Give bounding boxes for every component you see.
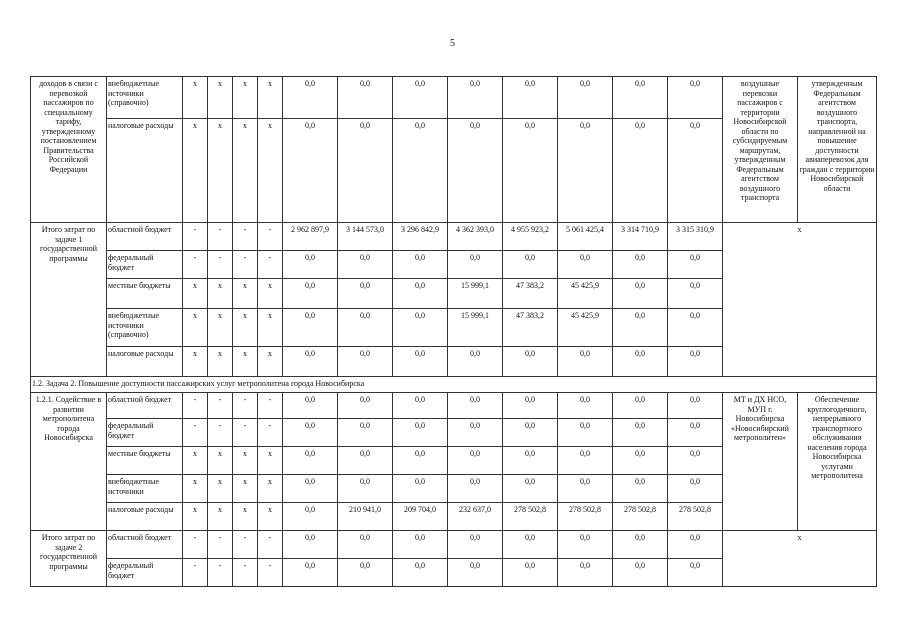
value-cell: 0,0	[558, 251, 613, 279]
table-row	[31, 77, 877, 119]
value-cell: 278 502,8	[613, 503, 668, 531]
value-cell: 0,0	[668, 531, 723, 559]
value-cell: 0,0	[393, 251, 448, 279]
value-cell: 0,0	[448, 77, 503, 119]
value-cell: 0,0	[613, 77, 668, 119]
mark-cell: -	[208, 559, 233, 587]
value-cell: 0,0	[283, 559, 338, 587]
value-cell: 0,0	[613, 475, 668, 503]
result-cell: утвержденным Федеральным агентством воздушного транспорта, направленной на повышение доступности авиаперевозок для граждан с территории Новосибирской области	[798, 77, 877, 223]
mark-cell: x	[233, 475, 258, 503]
mark-cell: -	[233, 419, 258, 447]
value-cell: 3 296 842,9	[393, 223, 448, 251]
value-cell: 0,0	[338, 251, 393, 279]
funding-source: федеральный бюджет	[107, 251, 183, 279]
table-row	[31, 223, 877, 251]
value-cell: 209 704,0	[393, 503, 448, 531]
value-cell: 0,0	[393, 419, 448, 447]
value-cell: 0,0	[558, 531, 613, 559]
value-cell: 0,0	[558, 475, 613, 503]
value-cell: 0,0	[448, 347, 503, 377]
mark-cell: x	[183, 119, 208, 223]
value-cell: 0,0	[283, 77, 338, 119]
table-row	[31, 393, 877, 419]
value-cell: 0,0	[558, 77, 613, 119]
page-number: 5	[450, 38, 455, 49]
mark-cell: x	[258, 309, 283, 347]
value-cell: 15 999,1	[448, 279, 503, 309]
mark-cell: -	[258, 531, 283, 559]
mark-cell: -	[183, 419, 208, 447]
result-cell: x	[723, 223, 877, 377]
value-cell: 0,0	[503, 393, 558, 419]
mark-cell: x	[208, 119, 233, 223]
mark-cell: x	[208, 309, 233, 347]
value-cell: 0,0	[613, 447, 668, 475]
funding-source: внебюджетные источники (справочно)	[107, 77, 183, 119]
row-name: Итого затрат по задаче 2 государственной программы	[31, 531, 107, 587]
value-cell: 0,0	[448, 447, 503, 475]
mark-cell: -	[258, 559, 283, 587]
value-cell: 3 314 710,9	[613, 223, 668, 251]
value-cell: 0,0	[338, 531, 393, 559]
value-cell: 0,0	[338, 77, 393, 119]
value-cell: 0,0	[338, 419, 393, 447]
mark-cell: x	[208, 347, 233, 377]
value-cell: 15 999,1	[448, 309, 503, 347]
value-cell: 0,0	[668, 77, 723, 119]
row-name: Итого затрат по задаче 1 государственной программы	[31, 223, 107, 377]
mark-cell: -	[208, 531, 233, 559]
mark-cell: -	[233, 559, 258, 587]
value-cell: 3 144 573,0	[338, 223, 393, 251]
value-cell: 0,0	[338, 447, 393, 475]
value-cell: 0,0	[558, 119, 613, 223]
value-cell: 45 425,9	[558, 279, 613, 309]
value-cell: 0,0	[283, 503, 338, 531]
value-cell: 0,0	[393, 475, 448, 503]
mark-cell: -	[183, 251, 208, 279]
value-cell: 0,0	[283, 347, 338, 377]
table-row	[31, 531, 877, 559]
value-cell: 0,0	[503, 119, 558, 223]
value-cell: 0,0	[503, 347, 558, 377]
mark-cell: x	[208, 475, 233, 503]
mark-cell: x	[208, 447, 233, 475]
value-cell: 0,0	[338, 309, 393, 347]
value-cell: 47 383,2	[503, 309, 558, 347]
value-cell: 47 383,2	[503, 279, 558, 309]
value-cell: 0,0	[668, 475, 723, 503]
value-cell: 0,0	[503, 559, 558, 587]
value-cell: 0,0	[558, 559, 613, 587]
mark-cell: -	[258, 251, 283, 279]
value-cell: 0,0	[558, 393, 613, 419]
funding-source: местные бюджеты	[107, 447, 183, 475]
mark-cell: x	[233, 279, 258, 309]
value-cell: 0,0	[503, 475, 558, 503]
result-cell: Обеспечение круглогодичного, непрерывного транспортного обслуживания населения города Новосибирска услугами метрополитена	[798, 393, 877, 531]
value-cell: 5 061 425,4	[558, 223, 613, 251]
value-cell: 278 502,8	[558, 503, 613, 531]
value-cell: 0,0	[338, 559, 393, 587]
value-cell: 0,0	[503, 419, 558, 447]
executor-cell: МТ и ДХ НСО, МУП г. Новосибирска «Новосибирский метрополитен»	[723, 393, 798, 531]
value-cell: 0,0	[338, 475, 393, 503]
mark-cell: -	[208, 223, 233, 251]
mark-cell: -	[183, 223, 208, 251]
funding-source: налоговые расходы	[107, 503, 183, 531]
value-cell: 0,0	[613, 393, 668, 419]
mark-cell: x	[233, 77, 258, 119]
value-cell: 0,0	[613, 251, 668, 279]
value-cell: 278 502,8	[668, 503, 723, 531]
value-cell: 0,0	[668, 559, 723, 587]
value-cell: 0,0	[393, 347, 448, 377]
funding-source: областной бюджет	[107, 531, 183, 559]
mark-cell: x	[258, 475, 283, 503]
value-cell: 210 941,0	[338, 503, 393, 531]
value-cell: 0,0	[338, 393, 393, 419]
value-cell: 0,0	[283, 475, 338, 503]
funding-source: внебюджетные источники	[107, 475, 183, 503]
value-cell: 0,0	[668, 347, 723, 377]
value-cell: 0,0	[283, 447, 338, 475]
mark-cell: x	[258, 447, 283, 475]
mark-cell: -	[208, 419, 233, 447]
value-cell: 3 315 310,9	[668, 223, 723, 251]
value-cell: 0,0	[668, 393, 723, 419]
funding-source: областной бюджет	[107, 393, 183, 419]
mark-cell: -	[183, 393, 208, 419]
value-cell: 0,0	[448, 475, 503, 503]
funding-source: внебюджетные источники (справочно)	[107, 309, 183, 347]
value-cell: 0,0	[448, 251, 503, 279]
value-cell: 0,0	[668, 119, 723, 223]
value-cell: 0,0	[558, 419, 613, 447]
mark-cell: x	[258, 77, 283, 119]
mark-cell: x	[233, 309, 258, 347]
mark-cell: -	[208, 251, 233, 279]
mark-cell: -	[258, 419, 283, 447]
mark-cell: x	[183, 475, 208, 503]
value-cell: 0,0	[613, 559, 668, 587]
value-cell: 0,0	[448, 393, 503, 419]
value-cell: 0,0	[668, 309, 723, 347]
mark-cell: x	[183, 309, 208, 347]
value-cell: 0,0	[283, 279, 338, 309]
section-title: 1.2. Задача 2. Повышение доступности пассажирских услуг метрополитена города Новосибирска	[31, 377, 877, 393]
mark-cell: -	[258, 223, 283, 251]
funding-source: налоговые расходы	[107, 347, 183, 377]
mark-cell: x	[233, 447, 258, 475]
funding-source: налоговые расходы	[107, 119, 183, 223]
value-cell: 278 502,8	[503, 503, 558, 531]
value-cell: 0,0	[393, 279, 448, 309]
value-cell: 0,0	[613, 279, 668, 309]
mark-cell: x	[183, 447, 208, 475]
mark-cell: x	[258, 503, 283, 531]
value-cell: 2 962 897,9	[283, 223, 338, 251]
value-cell: 0,0	[393, 77, 448, 119]
mark-cell: x	[183, 347, 208, 377]
value-cell: 0,0	[338, 347, 393, 377]
result-cell: x	[723, 531, 877, 587]
row-name: доходов в связи с перевозкой пассажиров по специальному тарифу, утвержденному постановлением Правительства Российской Федерации	[31, 77, 107, 223]
value-cell: 0,0	[393, 119, 448, 223]
mark-cell: x	[183, 279, 208, 309]
value-cell: 0,0	[283, 119, 338, 223]
value-cell: 0,0	[613, 119, 668, 223]
mark-cell: x	[233, 347, 258, 377]
value-cell: 0,0	[558, 347, 613, 377]
value-cell: 0,0	[393, 447, 448, 475]
funding-source: федеральный бюджет	[107, 559, 183, 587]
value-cell: 0,0	[668, 251, 723, 279]
mark-cell: x	[258, 279, 283, 309]
value-cell: 0,0	[283, 393, 338, 419]
value-cell: 0,0	[393, 531, 448, 559]
value-cell: 0,0	[613, 347, 668, 377]
budget-table	[30, 76, 877, 587]
value-cell: 0,0	[283, 309, 338, 347]
mark-cell: -	[258, 393, 283, 419]
mark-cell: -	[208, 393, 233, 419]
value-cell: 0,0	[448, 119, 503, 223]
value-cell: 0,0	[283, 419, 338, 447]
row-name: 1.2.1. Содействие в развитии метрополитена города Новосибирска	[31, 393, 107, 531]
section-row	[31, 377, 877, 393]
mark-cell: -	[183, 531, 208, 559]
mark-cell: -	[233, 531, 258, 559]
mark-cell: x	[183, 503, 208, 531]
funding-source: местные бюджеты	[107, 279, 183, 309]
executor-cell: воздушные перевозки пассажиров с территории Новосибирской области по субсидируемым маршрутам, утвержденным Федеральным агентством воздушного транспорта	[723, 77, 798, 223]
value-cell: 232 637,0	[448, 503, 503, 531]
value-cell: 0,0	[393, 309, 448, 347]
value-cell: 0,0	[558, 447, 613, 475]
mark-cell: x	[233, 503, 258, 531]
value-cell: 0,0	[503, 77, 558, 119]
mark-cell: x	[258, 347, 283, 377]
value-cell: 4 362 393,0	[448, 223, 503, 251]
mark-cell: x	[208, 503, 233, 531]
value-cell: 0,0	[503, 251, 558, 279]
value-cell: 0,0	[393, 559, 448, 587]
value-cell: 0,0	[668, 447, 723, 475]
value-cell: 0,0	[503, 447, 558, 475]
value-cell: 0,0	[503, 531, 558, 559]
value-cell: 0,0	[448, 559, 503, 587]
mark-cell: x	[183, 77, 208, 119]
mark-cell: x	[208, 279, 233, 309]
value-cell: 0,0	[668, 419, 723, 447]
value-cell: 0,0	[448, 531, 503, 559]
mark-cell: x	[208, 77, 233, 119]
value-cell: 0,0	[668, 279, 723, 309]
mark-cell: x	[233, 119, 258, 223]
value-cell: 45 425,9	[558, 309, 613, 347]
funding-source: областной бюджет	[107, 223, 183, 251]
mark-cell: x	[258, 119, 283, 223]
mark-cell: -	[233, 393, 258, 419]
value-cell: 0,0	[338, 279, 393, 309]
value-cell: 0,0	[613, 309, 668, 347]
mark-cell: -	[233, 223, 258, 251]
mark-cell: -	[233, 251, 258, 279]
funding-source: федеральный бюджет	[107, 419, 183, 447]
value-cell: 0,0	[613, 419, 668, 447]
value-cell: 0,0	[393, 393, 448, 419]
value-cell: 0,0	[448, 419, 503, 447]
value-cell: 0,0	[283, 251, 338, 279]
value-cell: 0,0	[613, 531, 668, 559]
value-cell: 4 955 923,2	[503, 223, 558, 251]
value-cell: 0,0	[283, 531, 338, 559]
value-cell: 0,0	[338, 119, 393, 223]
mark-cell: -	[183, 559, 208, 587]
